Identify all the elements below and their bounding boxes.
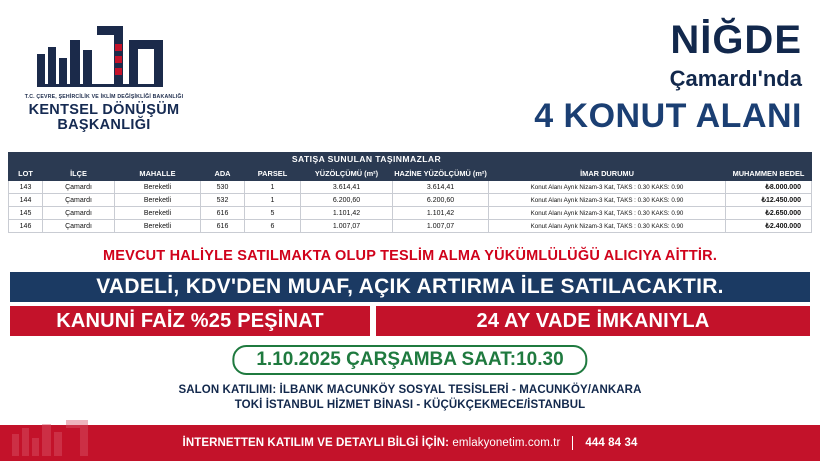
- cell-mahalle: Bereketli: [115, 220, 201, 233]
- footer: [0, 425, 820, 461]
- cell-yuzolcumu: 6.200,60: [301, 194, 393, 207]
- cell-ilce: Çamardı: [43, 207, 115, 220]
- title-block: [534, 18, 802, 136]
- city-title: NİĞDE: [670, 18, 802, 62]
- district-title: Çamardı'nda: [669, 66, 802, 91]
- table-row: [9, 207, 812, 220]
- building-logo-icon: [19, 14, 189, 92]
- sale-notice: MEVCUT HALİYLE SATILMAKTA OLUP TESLİM ALMA YÜKÜMLÜLÜĞÜ ALICIYA AİTTİR.: [102, 248, 718, 264]
- cell-bedel: ₺2.400.000: [726, 220, 812, 233]
- cell-hazine: 1.101,42: [393, 207, 489, 220]
- th-yuzolcumu: YÜZÖLÇÜMÜ (m²): [301, 167, 393, 181]
- venue-line-1: SALON KATILIMI: İLBANK MACUNKÖY SOSYAL TESİSLERİ - MACUNKÖY/ANKARA: [178, 384, 642, 396]
- th-hazine-yuzolcumu: HAZİNE YÜZÖLÇÜMÜ (m²): [393, 167, 489, 181]
- cell-hazine: 3.614,41: [393, 181, 489, 194]
- header: [0, 0, 820, 152]
- th-muhammen-bedel: MUHAMMEN BEDEL: [726, 167, 812, 181]
- table-row: [9, 220, 812, 233]
- table-band-row: [9, 153, 812, 167]
- th-parsel: PARSEL: [245, 167, 301, 181]
- venue-line-2: TOKİ İSTANBUL HİZMET BİNASI - KÜÇÜKÇEKMECE/İSTANBUL: [234, 399, 586, 411]
- footer-label: İNTERNETTEN KATILIM VE DETAYLI BİLGİ İÇİN:: [182, 437, 450, 449]
- th-lot: LOT: [9, 167, 43, 181]
- cell-yuzolcumu: 3.614,41: [301, 181, 393, 194]
- cell-imar: Konut Alanı Ayrık Nizam-3 Kat, TAKS : 0.30 KAKS: 0.90: [489, 220, 726, 233]
- table: [8, 152, 812, 233]
- cell-mahalle: Bereketli: [115, 207, 201, 220]
- table-row: [9, 194, 812, 207]
- cell-bedel: ₺8.000.000: [726, 181, 812, 194]
- cell-bedel: ₺12.450.000: [726, 194, 812, 207]
- cell-mahalle: Bereketli: [115, 181, 201, 194]
- th-ilce: İLÇE: [43, 167, 115, 181]
- cell-lot: 145: [9, 207, 43, 220]
- agency-name: [14, 103, 194, 133]
- cell-hazine: 1.007,07: [393, 220, 489, 233]
- cell-yuzolcumu: 1.101,42: [301, 207, 393, 220]
- cell-mahalle: Bereketli: [115, 194, 201, 207]
- footer-contact: [0, 425, 820, 461]
- cell-lot: 144: [9, 194, 43, 207]
- cell-ilce: Çamardı: [43, 181, 115, 194]
- table-band-label: SATIŞA SUNULAN TAŞINMAZLAR: [245, 153, 489, 167]
- cell-lot: 143: [9, 181, 43, 194]
- table-body: [9, 181, 812, 233]
- th-mahalle: MAHALLE: [115, 167, 201, 181]
- ministry-name: T.C. ÇEVRE, ŞEHİRCİLİK VE İKLİM DEĞİŞİKLİĞİ BAKANLIĞI: [24, 94, 184, 100]
- footer-website-link[interactable]: emlakyonetim.com.tr: [452, 437, 561, 449]
- cell-ilce: Çamardı: [43, 194, 115, 207]
- footer-divider: [572, 436, 573, 450]
- table-row: [9, 181, 812, 194]
- ministry-logo: [14, 14, 194, 133]
- cell-parsel: 6: [245, 220, 301, 233]
- auction-date-badge: 1.10.2025 ÇARŞAMBA SAAT:10.30: [232, 345, 587, 375]
- cell-imar: Konut Alanı Ayrık Nizam-3 Kat, TAKS : 0.30 KAKS: 0.90: [489, 207, 726, 220]
- cell-imar: Konut Alanı Ayrık Nizam-3 Kat, TAKS : 0.30 KAKS: 0.90: [489, 181, 726, 194]
- agency-name-line1: KENTSEL DÖNÜŞÜM: [28, 102, 180, 118]
- cell-parsel: 5: [245, 207, 301, 220]
- cell-parsel: 1: [245, 181, 301, 194]
- cell-ada: 616: [201, 207, 245, 220]
- cell-yuzolcumu: 1.007,07: [301, 220, 393, 233]
- cell-imar: Konut Alanı Ayrık Nizam-3 Kat, TAKS : 0.30 KAKS: 0.90: [489, 194, 726, 207]
- terms-banner: VADELİ, KDV'DEN MUAF, AÇIK ARTIRMA İLE SATILACAKTIR.: [10, 272, 810, 302]
- cell-bedel: ₺2.650.000: [726, 207, 812, 220]
- cell-ilce: Çamardı: [43, 220, 115, 233]
- table-header-row: [9, 167, 812, 181]
- interest-downpayment-banner: KANUNİ FAİZ %25 PEŞİNAT: [10, 306, 370, 336]
- footer-phone[interactable]: 444 84 34: [585, 437, 638, 449]
- cell-hazine: 6.200,60: [393, 194, 489, 207]
- agency-name-line2: BAŞKANLIĞI: [57, 117, 151, 133]
- venue-info: [0, 383, 820, 413]
- payment-banner-row: [10, 306, 810, 336]
- cell-parsel: 1: [245, 194, 301, 207]
- main-title: 4 KONUT ALANI: [534, 97, 802, 135]
- cell-ada: 530: [201, 181, 245, 194]
- cell-lot: 146: [9, 220, 43, 233]
- installment-banner: 24 AY VADE İMKANIYLA: [376, 306, 810, 336]
- cell-ada: 616: [201, 220, 245, 233]
- th-imar-durumu: İMAR DURUMU: [489, 167, 726, 181]
- properties-table: [8, 152, 812, 233]
- th-ada: ADA: [201, 167, 245, 181]
- cell-ada: 532: [201, 194, 245, 207]
